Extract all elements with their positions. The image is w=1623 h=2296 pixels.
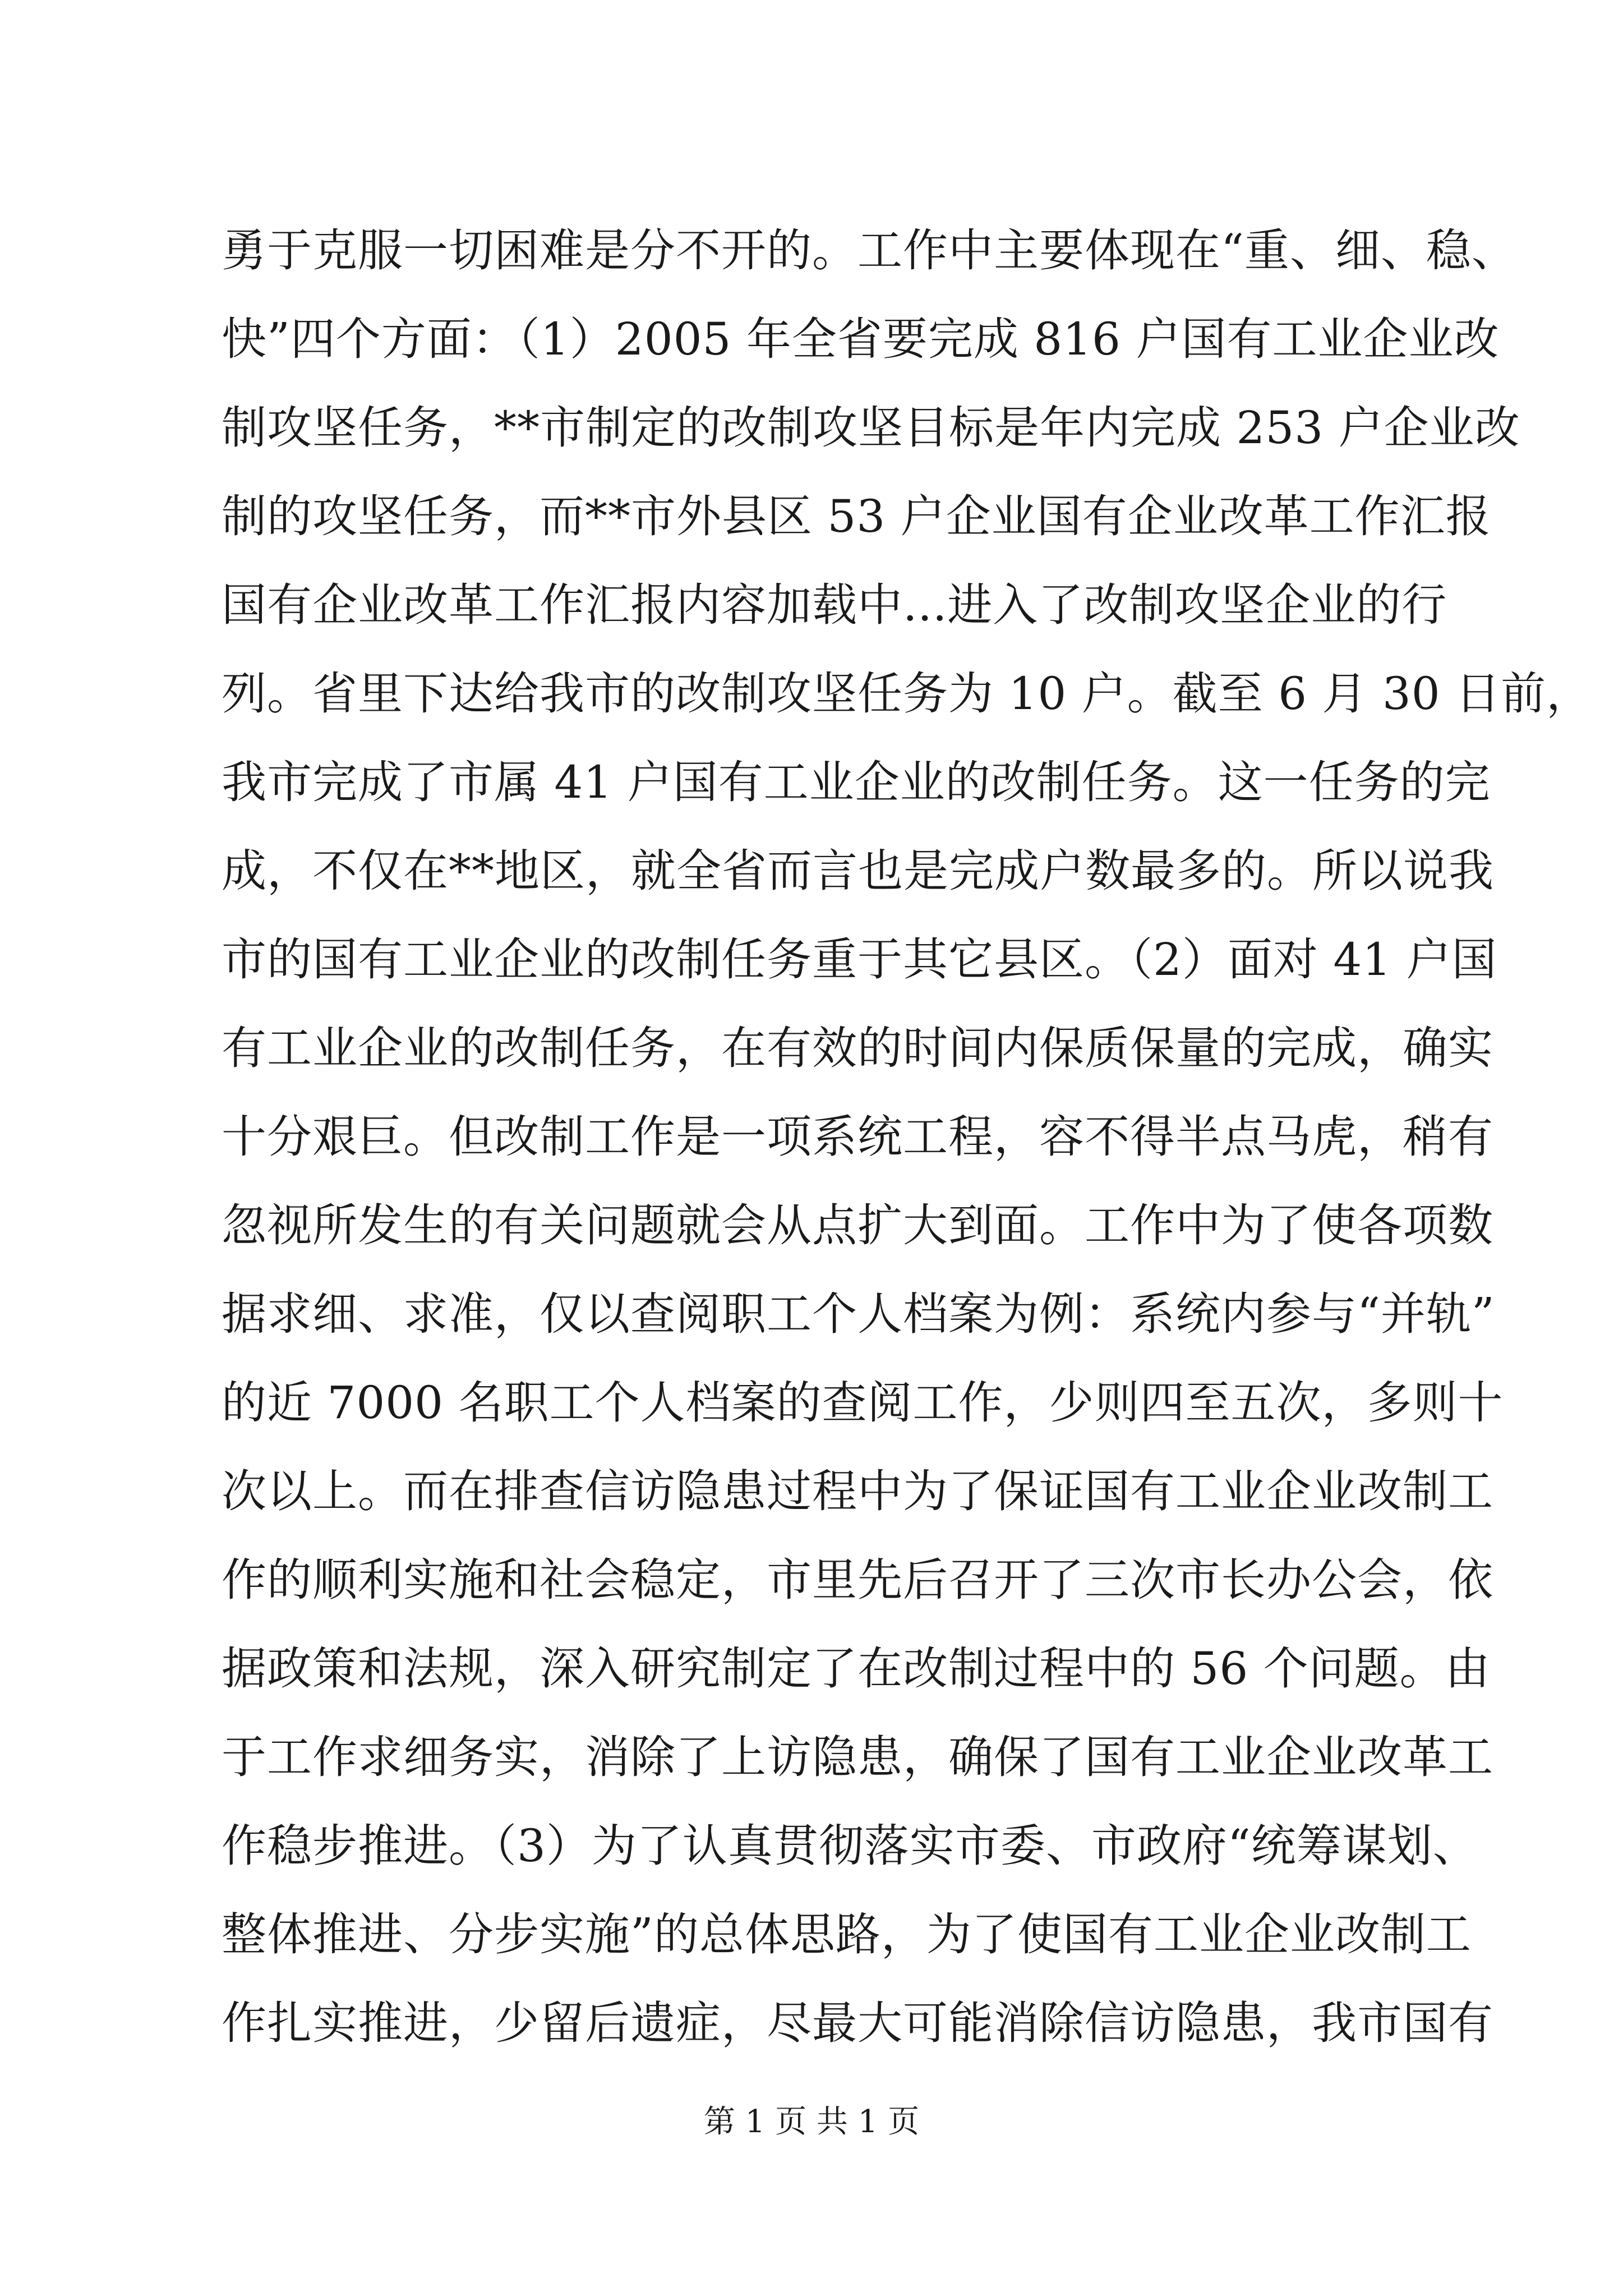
text-line: 据政策和法规，深入研究制定了在改制过程中的 56 个问题。由 (222, 1642, 1491, 1695)
text-line: 我市完成了市属 41 户国有工业企业的改制任务。这一任务的完 (222, 756, 1491, 808)
text-line: 忽视所发生的有关问题就会从点扩大到面。工作中为了使各项数 (222, 1199, 1493, 1251)
text-line: 十分艰巨。但改制工作是一项系统工程，容不得半点马虎，稍有 (222, 1111, 1493, 1163)
text-line: 作扎实推进，少留后遗症，尽最大可能消除信访隐患，我市国有 (222, 1997, 1493, 2049)
page-number-footer: 第 1 页 共 1 页 (703, 2104, 920, 2140)
text-line: 作的顺利实施和社会稳定，市里先后召开了三次市长办公会，依 (222, 1554, 1493, 1606)
text-line: 据求细、求准，仅以查阅职工个人档案为例：系统内参与“并轨” (222, 1288, 1495, 1340)
text-line: 有工业企业的改制任务，在有效的时间内保质保量的完成，确实 (222, 1022, 1493, 1074)
text-line: 制攻坚任务，**市制定的改制攻坚目标是年内完成 253 户企业改 (222, 402, 1520, 454)
text-line: 市的国有工业企业的改制任务重于其它县区。（2）面对 41 户国 (222, 933, 1497, 986)
text-line: 快”四个方面：（1）2005 年全省要完成 816 户国有工业企业改 (222, 313, 1500, 365)
text-line: 的近 7000 名职工个人档案的查阅工作，少则四至五次，多则十 (222, 1377, 1504, 1429)
text-line: 成，不仅在**地区，就全省而言也是完成户数最多的。所以说我 (222, 845, 1494, 897)
text-line: 制的攻坚任务，而**市外县区 53 户企业国有企业改革工作汇报 (222, 490, 1491, 542)
text-line: 次以上。而在排查信访隐患过程中为了保证国有工业企业改制工 (222, 1465, 1493, 1517)
text-line: 勇于克服一切困难是分不开的。工作中主要体现在“重、细、稳、 (222, 224, 1517, 277)
text-line: 整体推进、分步实施”的总体思路，为了使国有工业企业改制工 (222, 1908, 1472, 1961)
text-line: 于工作求细务实，消除了上访隐患，确保了国有工业企业改革工 (222, 1731, 1493, 1783)
text-line: 作稳步推进。（3）为了认真贯彻落实市委、市政府“统筹谋划、 (222, 1820, 1478, 1872)
text-line: 列。省里下达给我市的改制攻坚任务为 10 户。截至 6 月 30 日前， (222, 668, 1592, 720)
document-body (222, 206, 1592, 2068)
text-line: 国有企业改革工作汇报内容加载中...进入了改制攻坚企业的行 (222, 579, 1447, 631)
